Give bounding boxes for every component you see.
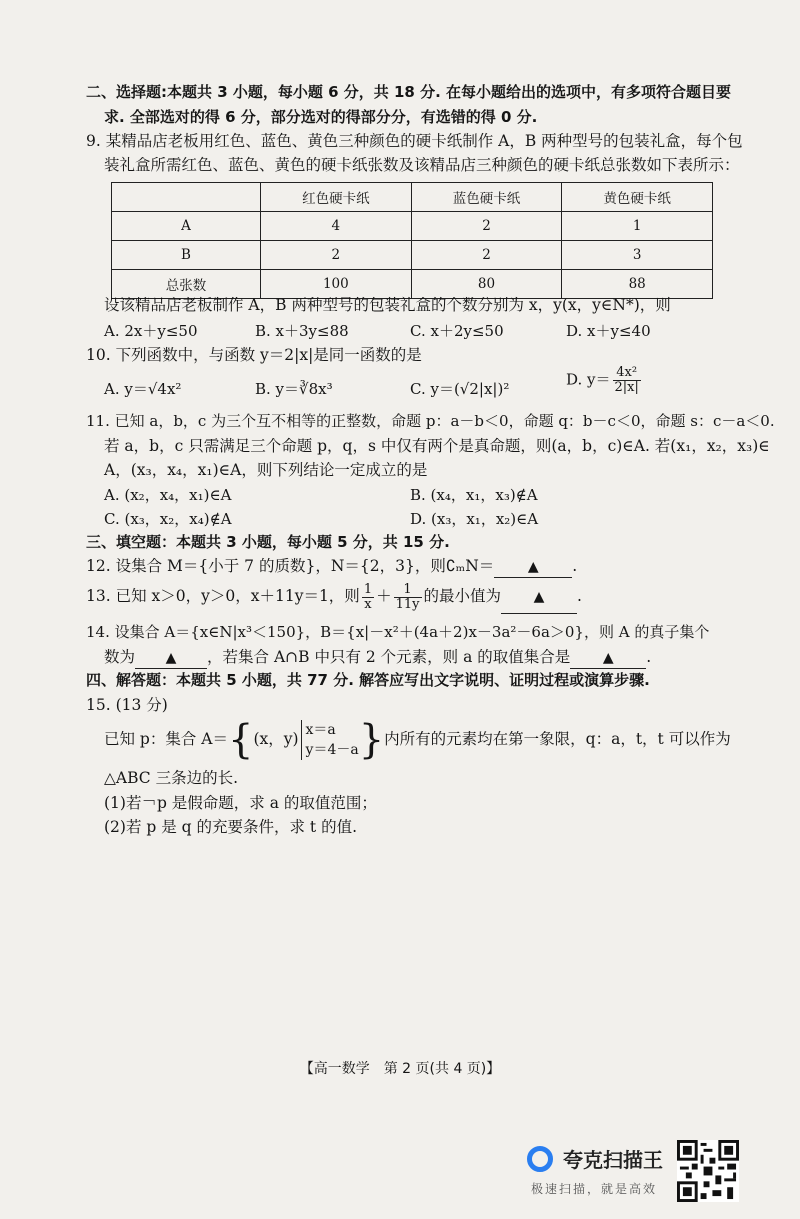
q11-stem-line3: A，(x₃，x₄，x₁)∈A，则下列结论一定成立的是: [104, 461, 428, 479]
q11-option-b: B. (x₄，x₁，x₃)∉A: [410, 486, 538, 504]
fraction-denominator: 11y: [395, 596, 420, 612]
q11-option-d: D. (x₃，x₁，x₂)∈A: [410, 510, 539, 528]
q10-option-d-fraction: [613, 366, 641, 395]
q13-end: .: [577, 587, 582, 605]
page-footer: 【高一数学 第 2 页(共 4 页)】: [299, 1061, 501, 1077]
q13-fraction-2: [394, 583, 422, 612]
qr-code-icon: [677, 1140, 739, 1202]
table-cell: B: [112, 241, 261, 270]
q13-line: [86, 580, 582, 614]
q9-table: [111, 182, 713, 299]
fraction-numerator: 1: [394, 583, 422, 598]
q14-text: 数为: [104, 648, 136, 666]
table-row: [112, 241, 713, 270]
q9-stem-line1: 9. 某精品店老板用红色、蓝色、黄色三种颜色的硬卡纸制作 A，B 两种型号的包装礼盒，每个包: [86, 132, 743, 150]
triangle-icon: ▲: [527, 559, 539, 575]
q12-line: [86, 556, 577, 578]
fraction-numerator: 4x²: [613, 366, 641, 381]
q9-option-b: B. x＋3y≤88: [255, 322, 349, 340]
section2-heading-line2: 求. 全部选对的得 6 分，部分选对的得部分分，有选错的得 0 分.: [104, 108, 538, 126]
q9-stem-line2: 装礼盒所需红色、蓝色、黄色的硬卡纸张数及该精品店三种颜色的硬卡纸总张数如下表所示：: [104, 156, 740, 174]
table-cell: 黄色硬卡纸: [562, 183, 713, 212]
q13-plus: ＋: [376, 587, 392, 605]
fraction-denominator: x: [364, 596, 372, 612]
q15-stem-line1: [104, 716, 731, 762]
q10-option-d: [566, 366, 643, 395]
q15-part2: (2)若 p 是 q 的充要条件，求 t 的值.: [104, 818, 358, 836]
q10-option-d-label: D. y＝: [566, 370, 611, 389]
q13-text: 13. 已知 x＞0，y＞0，x＋11y＝1，则: [86, 587, 360, 605]
triangle-icon: ▲: [165, 650, 177, 666]
left-brace-icon: {: [227, 717, 254, 763]
q11-stem-line1: 11. 已知 a，b，c 为三个互不相等的正整数，命题 p：a－b＜0，命题 q：b－c＜0，命题 s：c－a＜0.: [86, 412, 775, 430]
answer-blank: [135, 648, 207, 669]
q11-stem-line2: 若 a，b，c 只需满足三个命题 p，q，s 中仅有两个是真命题，则(a，b，c)∈A. 若(x₁，x₂，x₃)∈: [104, 437, 770, 455]
q10-stem: 10. 下列函数中，与函数 y＝2|x|是同一函数的是: [86, 346, 422, 364]
q11-option-a: A. (x₂，x₄，x₁)∈A: [104, 486, 232, 504]
q9-option-c: C. x＋2y≤50: [410, 322, 504, 340]
table-cell: 1: [562, 212, 713, 241]
q9-after-table: 设该精品店老板制作 A，B 两种型号的包装礼盒的个数分别为 x，y(x，y∈N*)，则: [104, 296, 671, 314]
section3-heading: 三、填空题：本题共 3 小题，每小题 5 分，共 15 分.: [86, 533, 450, 551]
right-brace-icon: }: [358, 717, 385, 763]
table-cell: 蓝色硬卡纸: [411, 183, 562, 212]
q11-option-c: C. (x₃，x₂，x₄)∉A: [104, 510, 232, 528]
table-row: [112, 212, 713, 241]
q15-system: [301, 720, 359, 760]
watermark-title: 夸克扫描王: [563, 1148, 663, 1172]
q15-text-2: 内所有的元素均在第一象限，q：a，t，t 可以作为: [384, 730, 731, 748]
q14-end: .: [646, 648, 652, 666]
q14-line1: 14. 设集合 A＝{x∈N|x³＜150}，B＝{x|－x²＋(4a＋2)x－3a²－6a＞0}，则 A 的真子集个: [86, 623, 710, 641]
table-cell: 3: [562, 241, 713, 270]
section4-heading: 四、解答题：本题共 5 小题，共 77 分. 解答应写出文字说明、证明过程或演算步骤.: [86, 671, 650, 689]
triangle-icon: ▲: [533, 589, 545, 605]
table-cell: 88: [562, 270, 713, 299]
answer-blank: [501, 581, 577, 614]
q15-stem-line2: △ABC 三条边的长.: [104, 769, 239, 787]
q9-option-a: A. 2x＋y≤50: [104, 322, 198, 340]
table-cell: 80: [411, 270, 562, 299]
fraction-denominator: 2|x|: [614, 380, 639, 395]
q10-option-a: A. y＝√4x²: [104, 380, 182, 398]
section2-heading-line1: 二、选择题:本题共 3 小题，每小题 6 分，共 18 分. 在每小题给出的选项中，有多项符合题目要: [86, 83, 732, 101]
table-cell: 4: [261, 212, 412, 241]
system-line-1: x＝a: [305, 722, 336, 738]
table-cell: 总张数: [112, 270, 261, 299]
table-cell: 2: [411, 241, 562, 270]
q15-title: 15. (13 分): [86, 696, 168, 714]
table-cell: 100: [261, 270, 412, 299]
table-cell: 2: [261, 241, 412, 270]
q12-text: 12. 设集合 M＝{小于 7 的质数}，N＝{2，3}，则∁ₘN＝: [86, 557, 495, 575]
answer-blank: [494, 557, 572, 578]
q14-text-2: ，若集合 A∩B 中只有 2 个元素，则 a 的取值集合是: [207, 648, 571, 666]
watermark-subtitle: 极速扫描，就是高效: [531, 1182, 658, 1196]
scanner-logo-icon: [527, 1146, 553, 1172]
table-cell: [112, 183, 261, 212]
system-line-2: y＝4－a: [305, 742, 359, 758]
q10-option-c: C. y＝(√2|x|)²: [410, 380, 510, 398]
table-cell: A: [112, 212, 261, 241]
q12-end: .: [572, 557, 578, 575]
triangle-icon: ▲: [602, 650, 614, 666]
q10-option-b: B. y＝∛8x³: [255, 380, 333, 398]
fraction-numerator: 1: [363, 581, 373, 597]
q13-fraction-1: [362, 583, 374, 612]
q15-set-element: (x，y): [253, 730, 299, 748]
table-cell: 2: [411, 212, 562, 241]
q9-option-d: D. x＋y≤40: [566, 322, 651, 340]
q15-part1: (1)若￢p 是假命题，求 a 的取值范围；: [104, 794, 377, 812]
answer-blank: [570, 648, 646, 669]
table-cell: 红色硬卡纸: [261, 183, 412, 212]
table-header-row: [112, 183, 713, 212]
q15-text: 已知 p：集合 A＝: [104, 730, 228, 748]
q13-text-2: 的最小值为: [423, 587, 502, 605]
q14-line2: [104, 647, 651, 669]
